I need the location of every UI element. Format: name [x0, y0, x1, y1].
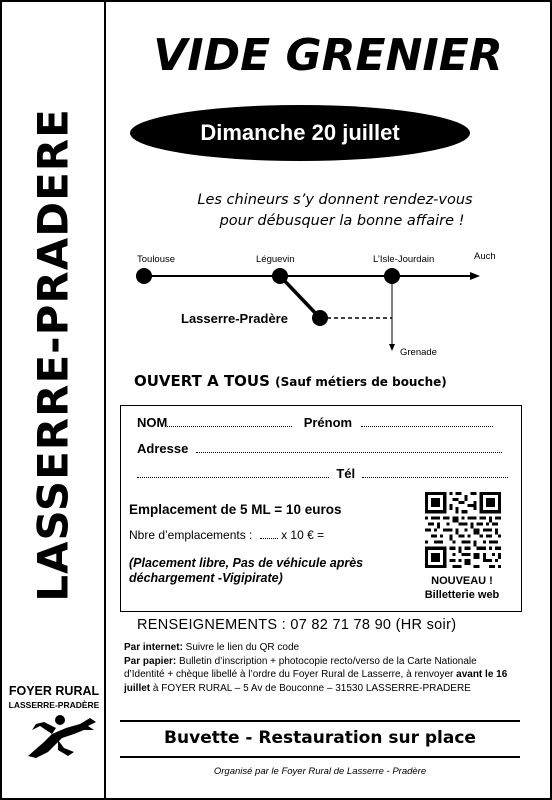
billetterie-label: Billetterie web [424, 589, 500, 601]
divider-bottom [120, 756, 520, 758]
access-notice [134, 372, 447, 390]
pitch-count-field[interactable] [260, 538, 278, 539]
web-ticketing-note [403, 574, 521, 602]
registration-instructions [124, 641, 519, 695]
logo-subtitle: LASSERRE-PRADÈRE [8, 700, 100, 710]
deadline: avant le 16 juillet [124, 669, 508, 694]
contact-phone: RENSEIGNEMENTS : 07 82 71 78 90 (HR soir) [137, 617, 457, 633]
qr-code-icon[interactable] [425, 492, 501, 568]
date-month: juillet [342, 120, 400, 145]
internet-instructions [124, 641, 519, 655]
date-day: 20 [311, 120, 337, 145]
prenom-label: Prénom [303, 415, 353, 430]
name-row [137, 415, 493, 430]
registration-form [120, 405, 522, 612]
prenom-field[interactable] [361, 426, 493, 427]
map-label-toulouse: Toulouse [137, 254, 176, 265]
placement-line-1: (Placement libre, Pas de véhicule après [129, 556, 364, 570]
map-label-lisle-jourdain: L’Isle-Jourdain [373, 254, 435, 265]
event-title: VIDE GRENIER [153, 30, 503, 81]
address-row [137, 441, 502, 456]
paper-instructions [124, 655, 519, 696]
placement-note [129, 556, 409, 586]
access-main: OUVERT A TOUS [134, 372, 270, 390]
map-dot-leguevin [272, 268, 288, 284]
address-text: à FOYER RURAL – 5 Av de Bouconne – 31530 LASSERRE-PRADERE [150, 682, 471, 694]
tagline-line-1: Les chineurs s’y donnent rendez-vous [197, 192, 473, 208]
map-label-leguevin: Léguevin [256, 254, 295, 265]
map-label-lasserre: Lasserre-Pradère [181, 311, 288, 326]
placement-line-2: déchargement -Vigipirate) [129, 571, 283, 585]
papier-label: Par papier: [124, 655, 177, 667]
papier-text: Bulletin d’inscription + photocopie recto/verso de la Carte Nationale d’Identité + chèque libellé à l’ordre du Foyer Rural de Lasserre, à renvoyer [124, 655, 477, 680]
nom-field[interactable] [167, 426, 292, 427]
organiser-credit: Organisé par le Foyer Rural de Lasserre - Pradère [213, 766, 427, 777]
dancing-figure-icon [18, 712, 100, 760]
adresse-field[interactable] [196, 452, 502, 453]
access-note: (Sauf métiers de bouche) [275, 375, 447, 389]
divider-top [120, 720, 520, 722]
buvette-banner: Buvette - Restauration sur place [164, 728, 476, 748]
tel-field[interactable] [362, 477, 508, 478]
pitch-count-calc: x 10 € = [281, 528, 325, 542]
internet-label: Par internet: [124, 642, 183, 653]
tel-row [137, 466, 508, 481]
pitch-count-row [129, 528, 324, 542]
map-label-auch: Auch [474, 251, 496, 262]
map-dot-lasserre [312, 310, 328, 326]
logo-title: FOYER RURAL [8, 684, 100, 698]
nouveau-label: NOUVEAU ! [431, 575, 493, 587]
map-label-grenade: Grenade [400, 347, 437, 358]
map-dot-toulouse [136, 268, 152, 284]
tagline-line-2: pour débusquer la bonne affaire ! [219, 213, 465, 229]
vertical-village-title: LASSERRE-PRADERE [28, 108, 78, 602]
pitch-price: Emplacement de 5 ML = 10 euros [129, 502, 342, 517]
internet-text: Suivre le lien du QR code [182, 642, 300, 653]
map-dot-lisle [384, 268, 400, 284]
nom-label: NOM [137, 415, 168, 430]
adresse-label: Adresse [137, 441, 189, 456]
adresse-field-2[interactable] [137, 477, 329, 478]
date-prefix: Dimanche [200, 120, 306, 145]
pitch-count-label: Nbre d’emplacements : [129, 528, 253, 542]
tel-label: Tél [336, 466, 356, 481]
